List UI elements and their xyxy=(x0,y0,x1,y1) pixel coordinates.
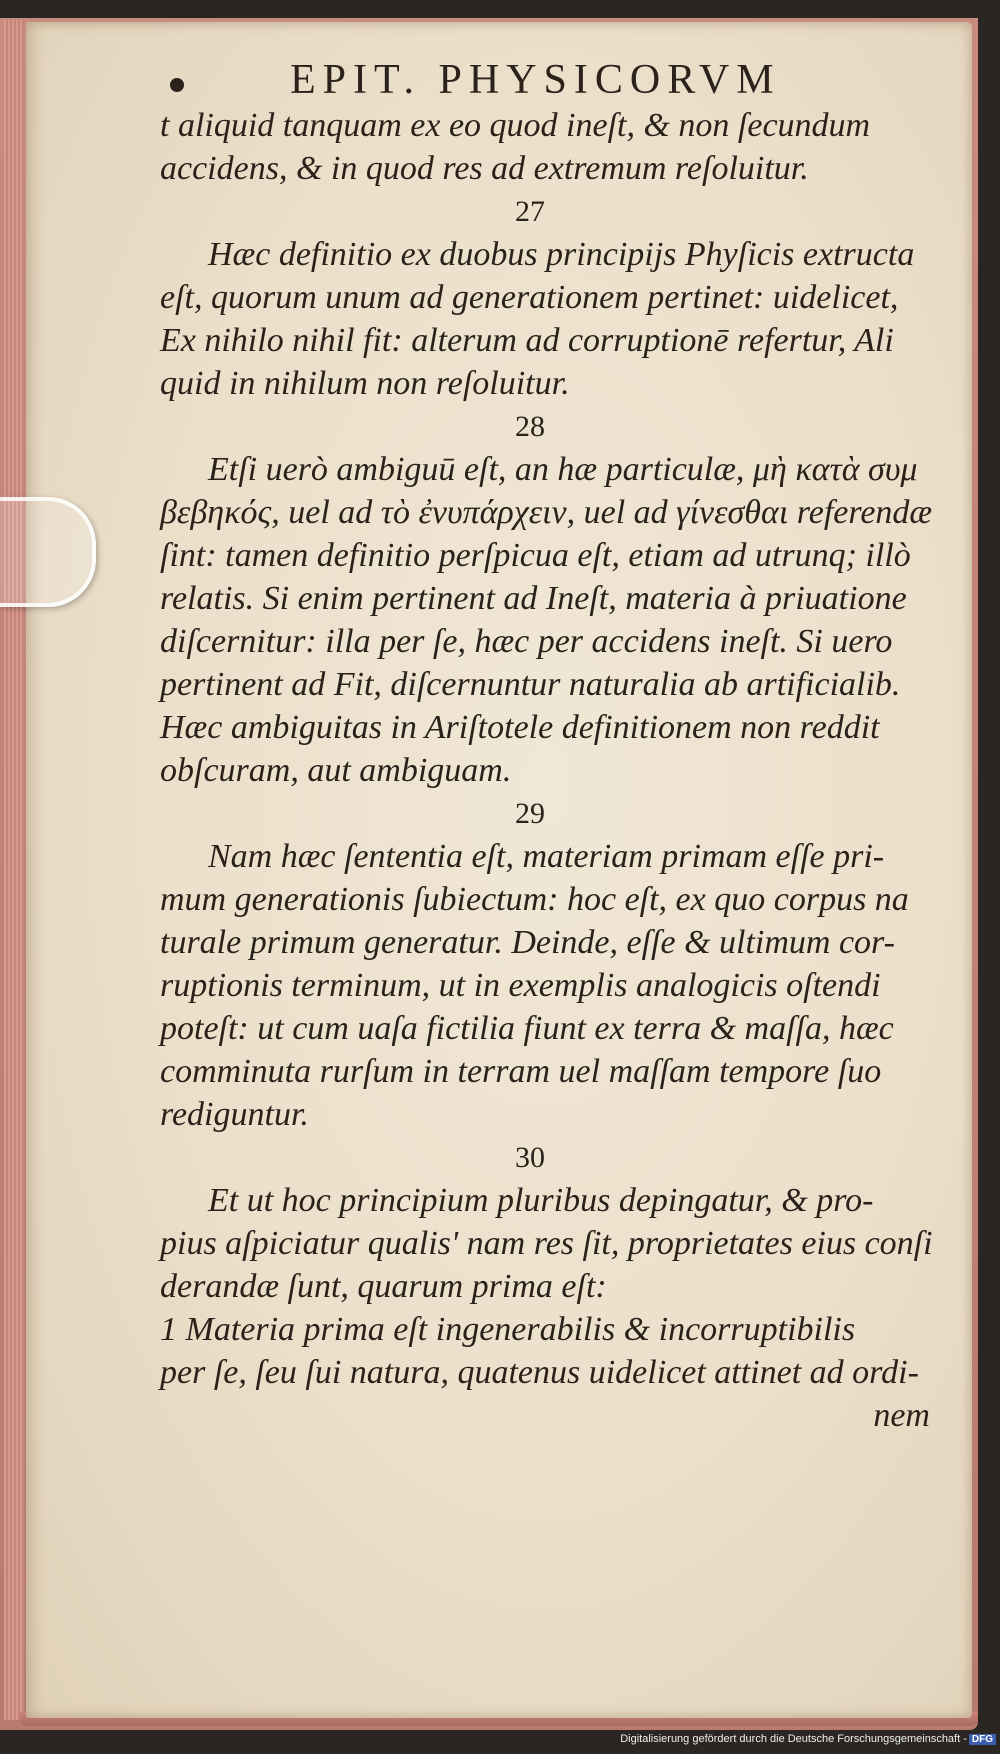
page-edges xyxy=(4,20,24,1720)
text-line: pertinent ad Fit, diſcernuntur naturalia ab artificialib. xyxy=(160,666,901,703)
text-line: ruptionis terminum, ut in exemplis analogicis oſtendi xyxy=(160,967,881,1004)
paragraph-first-line: Nam hæc ſententia eſt, materiam primam eſſe pri- xyxy=(208,838,885,875)
credit-text: Digitalisierung gefördert durch die Deutsche Forschungsgemeinschaft - xyxy=(620,1733,967,1745)
text-line: accidens, & in quod res ad extremum reſoluitur. xyxy=(160,150,809,187)
text-line: mum generationis ſubiectum: hoc eſt, ex quo corpus na xyxy=(160,881,909,918)
text-line: rediguntur. xyxy=(160,1096,309,1133)
running-header xyxy=(170,56,850,106)
text-line: βεβηκός, uel ad τὸ ἐνυπάρχειν, uel ad γίνεσθαι referendæ xyxy=(160,494,933,531)
text-line: ſint: tamen definitio perſpicua eſt, etiam ad utrunq; illò xyxy=(160,537,911,574)
section-number: 29 xyxy=(515,797,545,830)
section-number: 30 xyxy=(515,1141,545,1174)
book-clip xyxy=(0,497,96,607)
catchword: nem xyxy=(873,1397,930,1434)
text-line: t aliquid tanquam ex eo quod ineſt, & non ſecundum xyxy=(160,107,871,144)
section-number: 28 xyxy=(515,410,545,443)
text-line: poteſt: ut cum uaſa fictilia fiunt ex terra & maſſa, hæc xyxy=(160,1010,894,1047)
paragraph-first-line: Etſi uerò ambiguū eſt, an hæ particulæ, μὴ κατὰ συμ xyxy=(208,451,918,488)
main-text xyxy=(160,104,940,1437)
text-line: relatis. Si enim pertinent ad Ineſt, materia à priuatione xyxy=(160,580,907,617)
text-line: Hæc ambiguitas in Ariſtotele definitionem non reddit xyxy=(160,709,880,746)
paragraph-first-line: Et ut hoc principium pluribus depingatur, & pro- xyxy=(208,1182,874,1219)
section-number: 27 xyxy=(515,195,545,228)
ornament-dot xyxy=(170,78,184,92)
text-line: quid in nihilum non reſoluitur. xyxy=(160,365,570,402)
running-title: EPIT. PHYSICORVM xyxy=(290,57,781,103)
digitization-credit xyxy=(600,1733,996,1749)
text-line: Ex nihilo nihil fit: alterum ad corruptionē refertur, Ali xyxy=(160,322,894,359)
text-line: pius aſpiciatur qualis' nam res ſit, proprietates eius conſi xyxy=(160,1225,933,1262)
text-line: diſcernitur: illa per ſe, hæc per accidens ineſt. Si uero xyxy=(160,623,893,660)
paragraph-first-line: Hæc definitio ex duobus principijs Phyſicis extructa xyxy=(208,236,915,273)
text-line: derandæ ſunt, quarum prima eſt: xyxy=(160,1268,607,1305)
dfg-logo: DFG xyxy=(969,1734,996,1745)
text-line: comminuta rurſum in terram uel maſſam tempore ſuo xyxy=(160,1053,882,1090)
text-line: per ſe, ſeu ſui natura, quatenus uidelicet attinet ad ordi- xyxy=(160,1354,919,1391)
text-line: 1 Materia prima eſt ingenerabilis & incorruptibilis xyxy=(160,1311,856,1348)
text-line: eſt, quorum unum ad generationem pertinet: uidelicet, xyxy=(160,279,899,316)
text-line: turale primum generatur. Deinde, eſſe & ultimum cor- xyxy=(160,924,895,961)
text-line: obſcuram, aut ambiguam. xyxy=(160,752,512,789)
